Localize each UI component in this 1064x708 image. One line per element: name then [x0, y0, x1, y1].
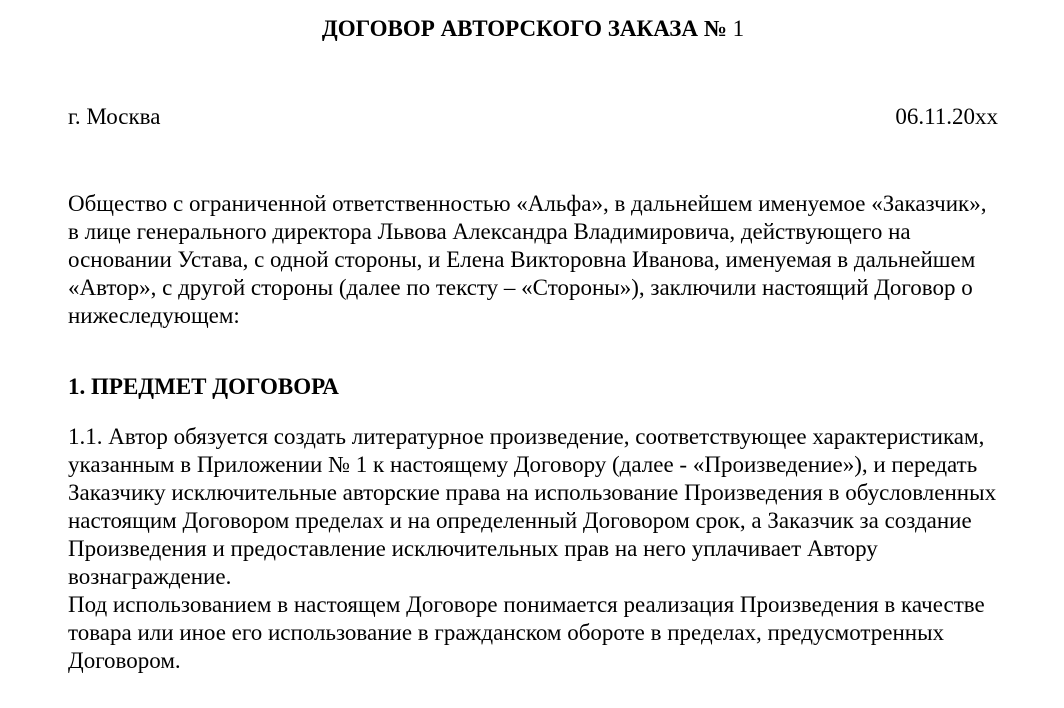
- document-title-number: 1: [732, 16, 745, 41]
- clause-1-1-usage-note-paragraph: Под использованием в настоящем Договоре понимается реализация Произведения в качестве товара или иное его использование в гражданском обороте в пределах, предусмотренных Договором.: [68, 592, 985, 673]
- section-1-heading: 1. ПРЕДМЕТ ДОГОВОРА: [68, 374, 339, 399]
- document-title-text: ДОГОВОР АВТОРСКОГО ЗАКАЗА №: [321, 16, 727, 41]
- document-title: [68, 15, 998, 43]
- clause-1-1-paragraph: 1.1. Автор обязуется создать литературное произведение, соответствующее характеристикам, указанным в Приложении № 1 к настоящему Договору (далее - «Произведение»), и передать Заказчику исключительные авторские права на использование Произведения в обусловленных настоящим Договором пределах и на определенный Договором срок, а Заказчик за создание Произведения и предоставление исключительных прав на него уплачивает Автору вознаграждение.: [68, 424, 997, 589]
- city-date-row: [68, 103, 998, 131]
- document-date: 06.11.20xx: [895, 104, 998, 129]
- preamble-paragraph: Общество с ограниченной ответственностью «Альфа», в дальнейшем именуемое «Заказчик», в лице генерального директора Львова Александра Владимировича, действующего на основании Устава, с одной стороны, и Елена Викторовна Иванова, именуемая в дальнейшем «Автор», с другой стороны (далее по тексту – «Стороны»), заключили настоящий Договор о нижеследующем:: [68, 191, 987, 328]
- document-city: г. Москва: [68, 104, 161, 129]
